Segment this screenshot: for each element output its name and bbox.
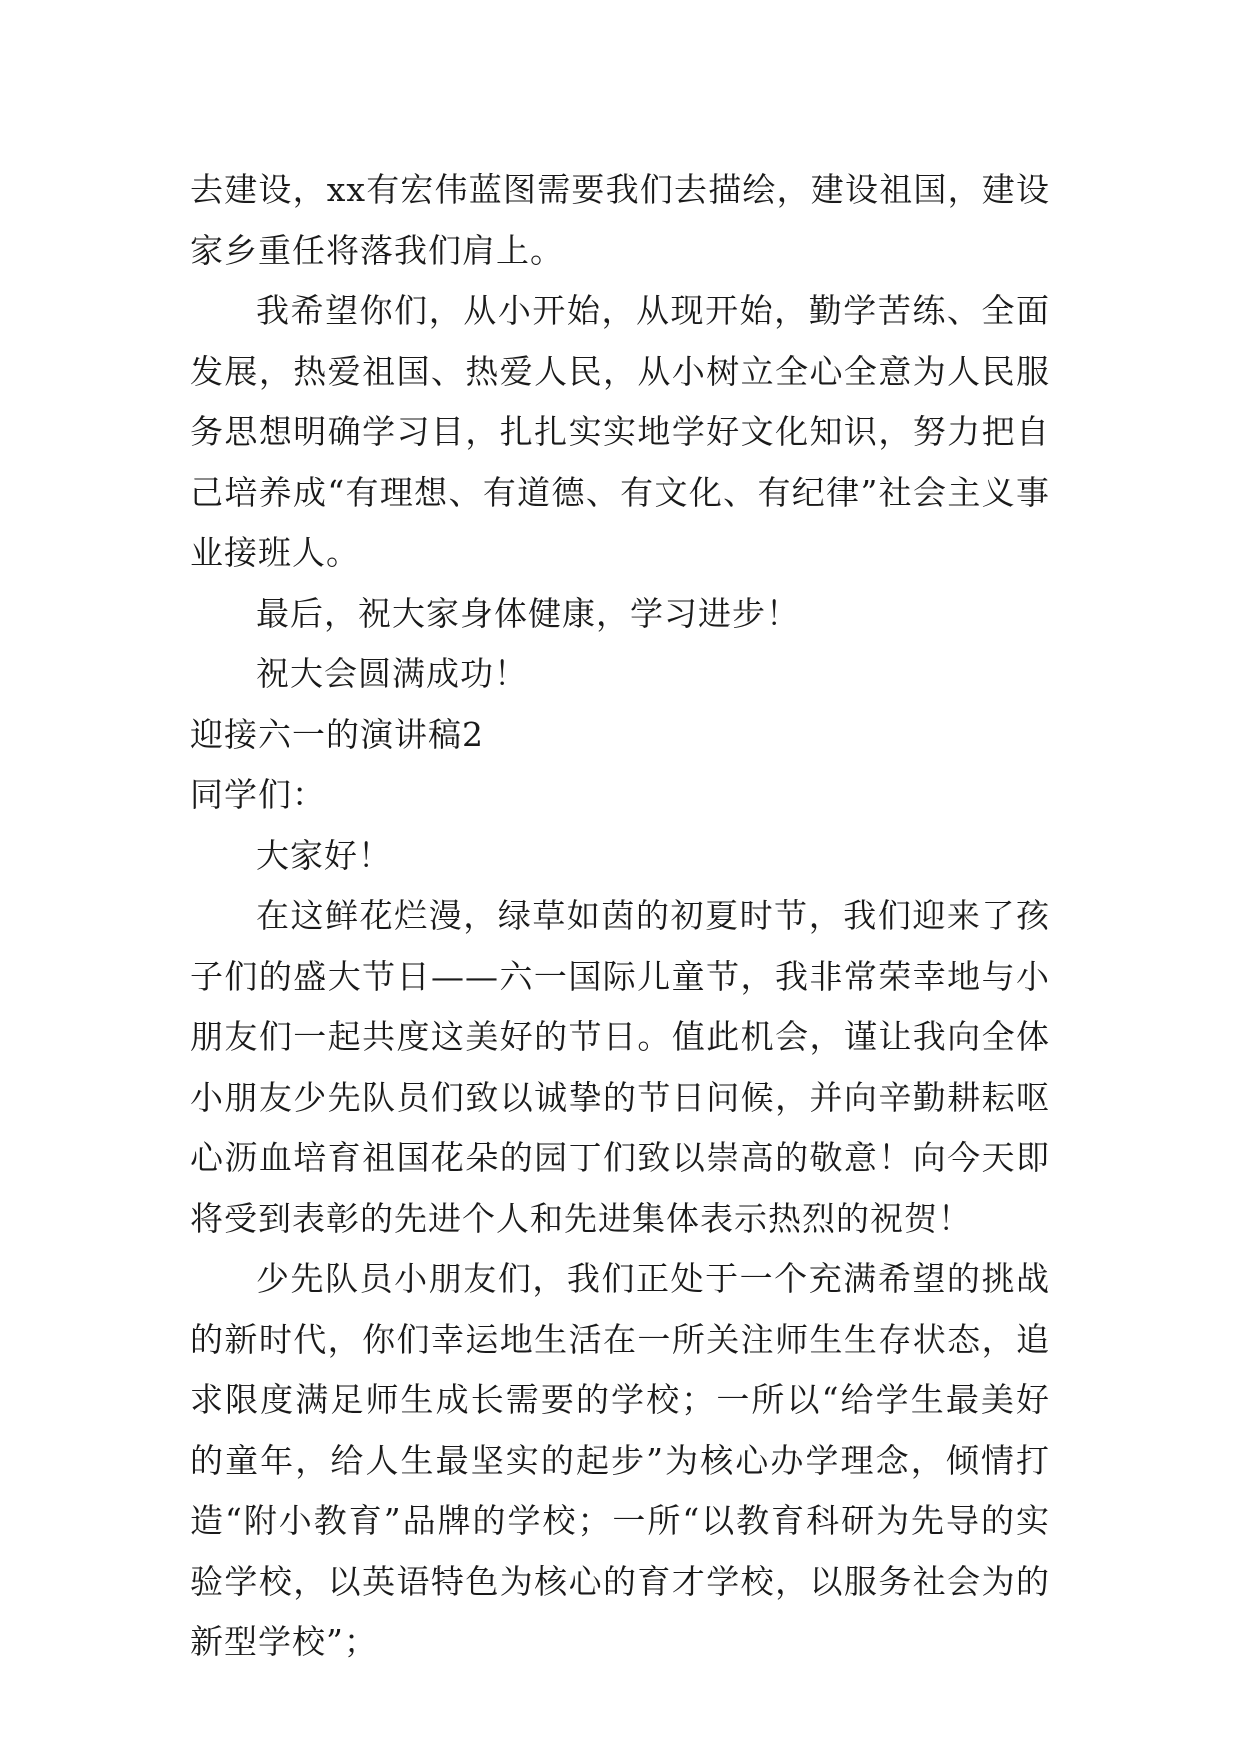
paragraph-school: 少先队员小朋友们，我们正处于一个充满希望的挑战的新时代，你们幸运地生活在一所关注师生生存状态，追求限度满足师生成长需要的学校；一所以“给学生最美好的童年，给人生最坚实的起步”为核心办学理念，倾情打造“附小教育”品牌的学校；一所“以教育科研为先导的实验学校，以英语特色为核心的育才学校，以服务社会为的新型学校”；: [190, 1259, 1050, 1661]
paragraph-success-wish: 祝大会圆满成功！: [256, 654, 528, 693]
paragraph-closing-wish: 最后，祝大家身体健康，学习进步！: [256, 593, 800, 633]
document-body: [190, 160, 1050, 1673]
salutation: 同学们：: [190, 775, 326, 814]
greeting: 大家好！: [256, 835, 392, 875]
paragraph-continuation: 去建设，xx有宏伟蓝图需要我们去描绘，建设祖国，建设家乡重任将落我们肩上。: [190, 170, 1050, 270]
paragraph-festival: 在这鲜花烂漫，绿草如茵的初夏时节，我们迎来了孩子们的盛大节日——六一国际儿童节，我非常荣幸地与小朋友们一起共度这美好的节日。值此机会，谨让我向全体小朋友少先队员们致以诚挚的节日问候，并向辛勤耕耘呕心沥血培育祖国花朵的园丁们致以崇高的敬意！向今天即将受到表彰的先进个人和先进集体表示热烈的祝贺！: [190, 896, 1050, 1238]
speech-title: 迎接六一的演讲稿2: [190, 714, 484, 754]
paragraph-hope: 我希望你们，从小开始，从现开始，勤学苦练、全面发展，热爱祖国、热爱人民，从小树立全心全意为人民服务思想明确学习目，扎扎实实地学好文化知识，努力把自己培养成“有理想、有道德、有文化、有纪律”社会主义事业接班人。: [190, 291, 1050, 572]
